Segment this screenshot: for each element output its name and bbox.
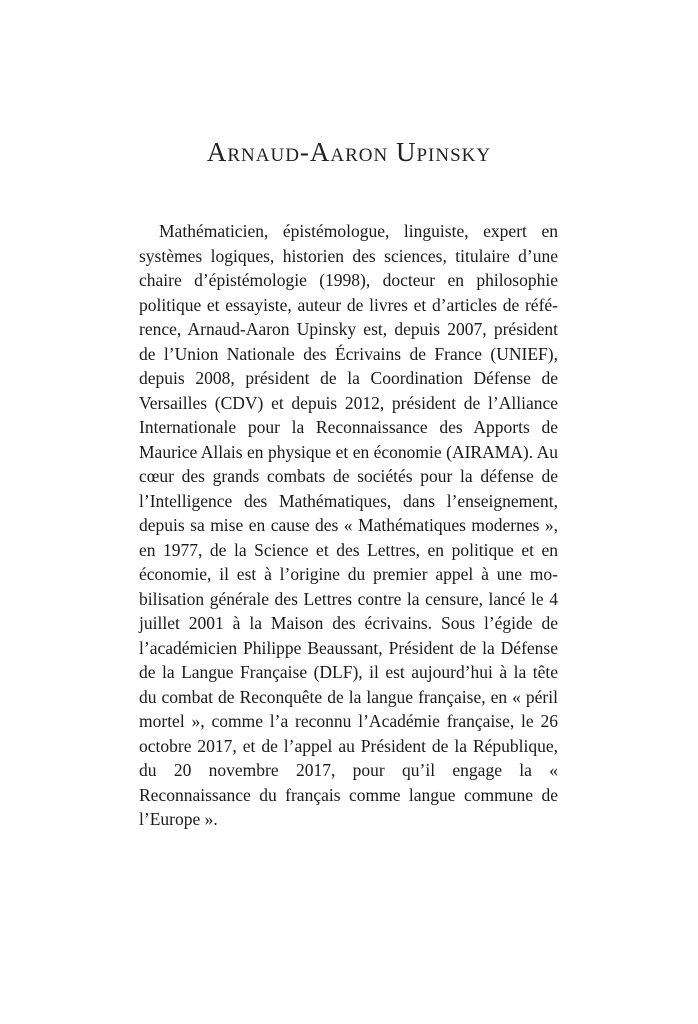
page-title: Arnaud-Aaron Upinsky — [206, 137, 492, 167]
biography-paragraph: Mathématicien, épistémologue, linguiste, expert en systèmes logiques, historien des sciences, titulaire d’une chaire d’épistémologie (1998), docteur en philosophie politique et essayiste, auteur de livres et d’articles de référence, Arnaud-Aaron Upinsky est, depuis 2007, président de l’Union Nationale des Écrivains de France (UNIEF), depuis 2008, président de la Coordination Défense de Versailles (CDV) et depuis 2012, président de l’Alliance Internationale pour la Reconnaissance des Apports de Maurice Allais en physique et en économie (AIRAMA). Au cœur des grands combats de sociétés pour la défense de l’Intelligence des Mathématiques, dans l’enseignement, depuis sa mise en cause des « Mathématiques modernes », en 1977, de la Science et des Lettres, en politique et en économie, il est à l’origine du premier appel à une mobilisation générale des Lettres contre la censure, lancé le 4 juillet 2001 à la Maison des écrivains. Sous l’égide de l’académicien Philippe Beaussant, Président de la Défense de la Langue Française (DLF), il est aujourd’hui à la tête du combat de Reconquête de la langue française, en « péril mortel », comme l’a reconnu l’Académie française, le 26 octobre 2017, et de l’appel au Président de la République, du 20 novembre 2017, pour qu’il engage la « Reconnaissance du français comme langue commune de l’Europe ». — [139, 221, 558, 829]
